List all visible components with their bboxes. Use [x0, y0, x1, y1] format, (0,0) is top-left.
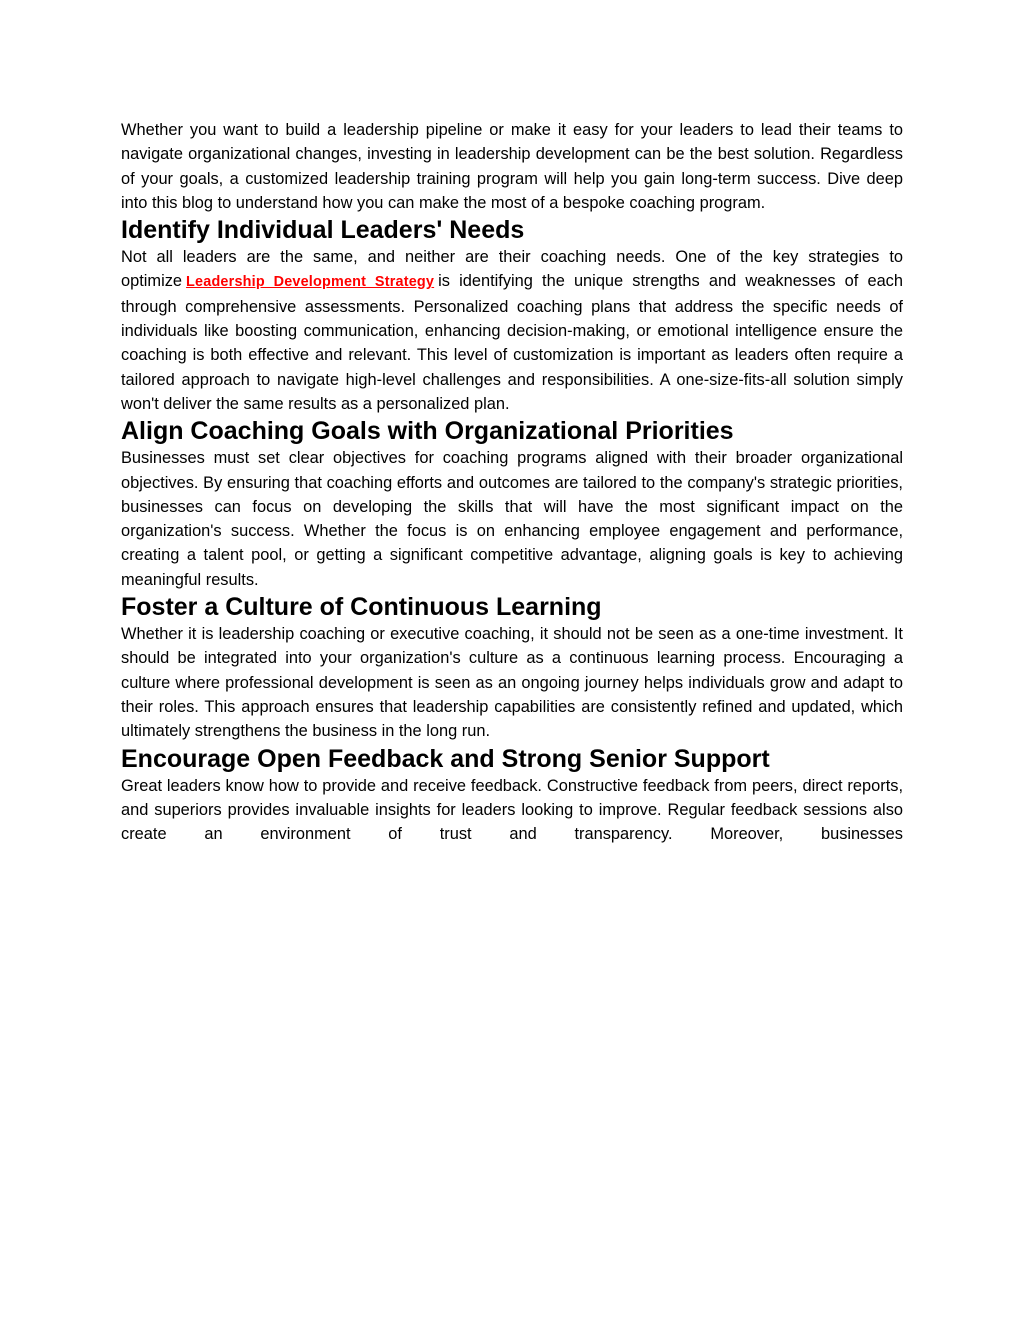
section-paragraph-continuous-learning: Whether it is leadership coaching or executive coaching, it should not be seen as a one-time investment. It should be integrated into your organization's culture as a continuous learning process. Encouraging a culture where professional development is seen as an ongoing journey helps individuals grow and adapt to their roles. This approach ensures that leadership capabilities are consistently refined and updated, which ultimately strengthens the business in the long run.	[121, 625, 903, 741]
section-paragraph-open-feedback: Great leaders know how to provide and receive feedback. Constructive feedback from peers, direct reports, and superiors provides invaluable insights for leaders looking to improve. Regular feedback sessions also create an environment of trust and transparency. Moreover, businesses	[121, 776, 903, 844]
document-page	[121, 118, 903, 846]
section-heading-leaders-needs: Identify Individual Leaders' Needs	[121, 216, 525, 245]
section-paragraph-leaders-needs	[121, 245, 903, 416]
intro-paragraph: Whether you want to build a leadership pipeline or make it easy for your leaders to lead their teams to navigate organizational changes, investing in leadership development can be the best solution. Regardless of your goals, a customized leadership training program will help you gain long-term success. Dive deep into this blog to understand how you can make the most of a bespoke coaching program.	[121, 121, 903, 212]
section-heading-align-goals: Align Coaching Goals with Organizational Priorities	[121, 417, 734, 446]
section-paragraph-align-goals: Businesses must set clear objectives for coaching programs aligned with their broader organizational objectives. By ensuring that coaching efforts and outcomes are tailored to the company's strategic priorities, businesses can focus on developing the skills that will have the most significant impact on the organization's success. Whether the focus is on enhancing employee engagement and performance, creating a talent pool, or getting a significant competitive advantage, aligning goals is key to achieving meaningful results.	[121, 449, 903, 589]
section-heading-open-feedback: Encourage Open Feedback and Strong Senior Support	[121, 744, 770, 773]
leadership-development-strategy-link[interactable]: Leadership Development Strategy	[186, 274, 435, 291]
section-heading-continuous-learning: Foster a Culture of Continuous Learning	[121, 593, 602, 622]
paragraph-text-after-link: is identifying the unique strengths and weaknesses of each through comprehensive assessments. Personalized coaching plans that address the specific needs of individuals like boosting communication, enhancing decision-making, or emotional intelligence ensure the coaching is both effective and relevant. This level of customization is important as leaders often require a tailored approach to navigate high-level challenges and responsibilities. A one-size-fits-all solution simply won't deliver the same results as a personalized plan.	[121, 272, 903, 413]
paragraph-text-before-link: Not all leaders are the same, and neither are their coaching needs. One of the key strategies to optimize	[121, 248, 903, 291]
